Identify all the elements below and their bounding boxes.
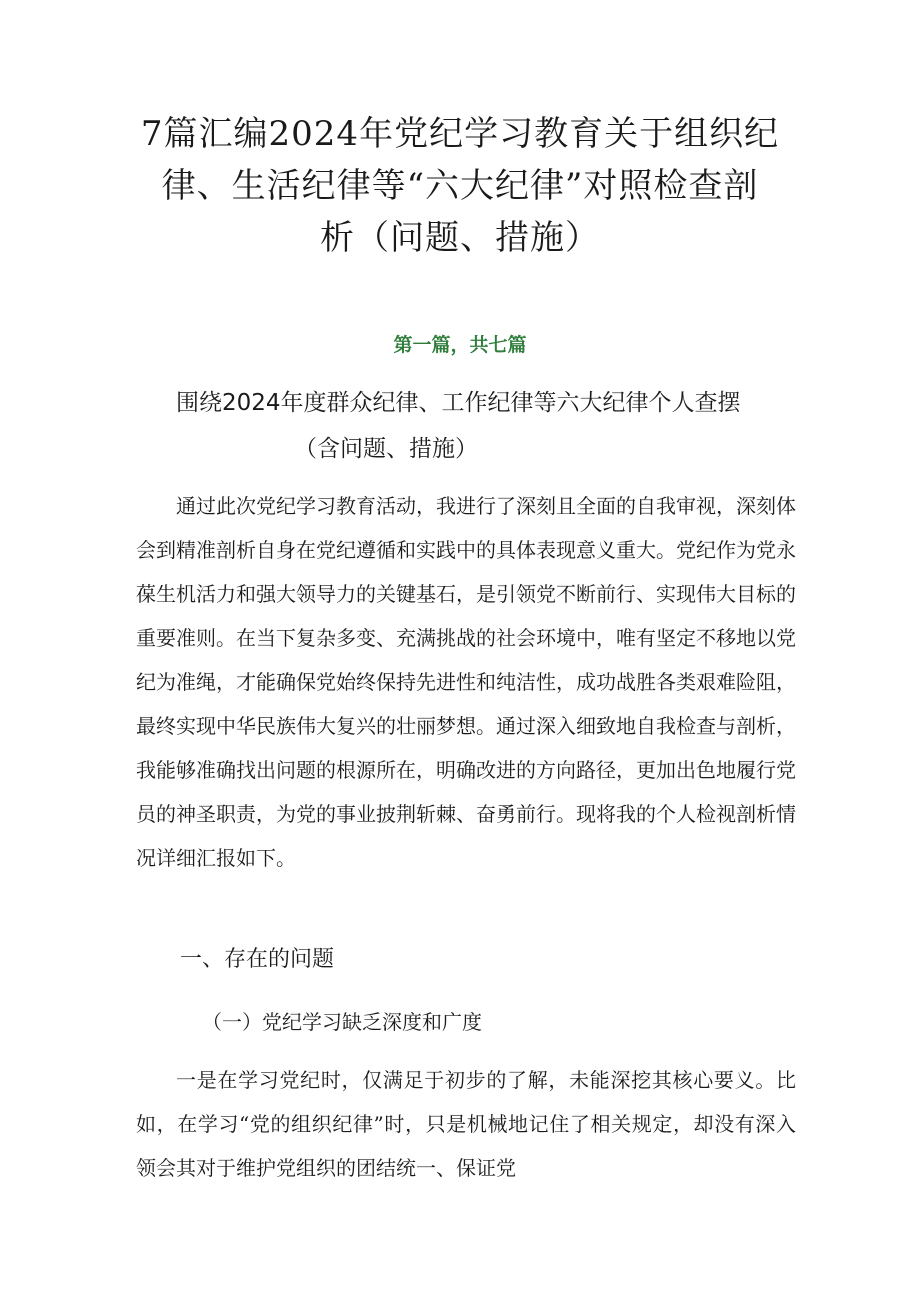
section-title: [176, 380, 816, 472]
subheading-study-depth: （一）党纪学习缺乏深度和广度: [202, 1010, 482, 1034]
heading-problems: 一、存在的问题: [180, 947, 335, 972]
title-line-1: 7篇汇编2024年党纪学习教育关于组织纪: [140, 114, 780, 154]
intro-paragraph: 通过此次党纪学习教育活动，我进行了深刻且全面的自我审视，深刻体会到精准剖析自身在党纪遵循和实践中的具体表现意义重大。党纪作为党永葆生机活力和强大领导力的关键基石，是引领党不断前行、实现伟大目标的重要准则。在当下复杂多变、充满挑战的社会环境中，唯有坚定不移地以党纪为准绳，才能确保党始终保持先进性和纯洁性，成功战胜各类艰难险阻，最终实现中华民族伟大复兴的壮丽梦想。通过深入细致地自我检查与剖析，我能够准确找出问题的根源所在，明确改进的方向路径，更加出色地履行党员的神圣职责，为党的事业披荆斩棘、奋勇前行。现将我的个人检视剖析情况详细汇报如下。: [136, 494, 796, 870]
section-title-line-2: （含问题、措施）: [294, 436, 478, 462]
document-title: [120, 108, 800, 264]
title-line-3: 析（问题、措施）: [320, 218, 600, 258]
title-line-2: 律、生活纪律等“六大纪律”对照检查剖: [161, 166, 759, 206]
section-title-line-1: 围绕2024年度群众纪律、工作纪律等六大纪律个人查摆: [176, 390, 741, 416]
part-label: 第一篇，共七篇: [393, 334, 527, 356]
body-paragraph: 一是在学习党纪时，仅满足于初步的了解，未能深挖其核心要义。比如，在学习“党的组织纪律”时，只是机械地记住了相关规定，却没有深入领会其对于维护党组织的团结统一、保证党: [136, 1068, 796, 1180]
